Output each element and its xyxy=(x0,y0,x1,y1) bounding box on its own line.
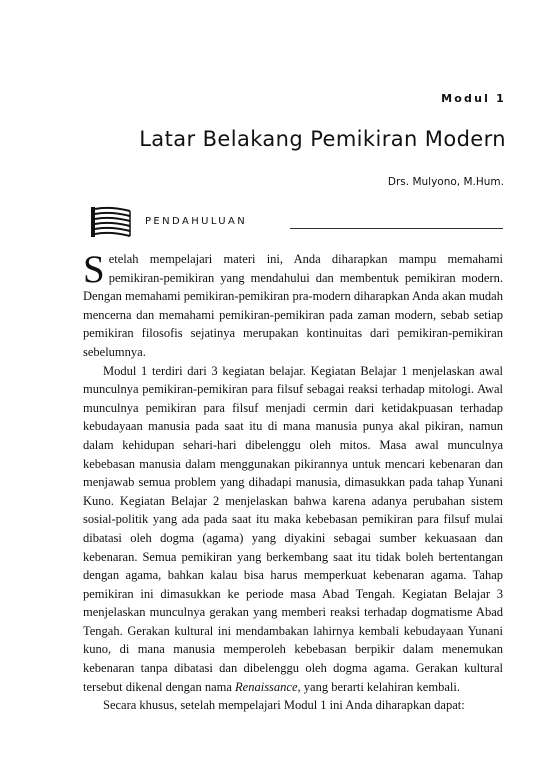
renaissance-term: Renaissance xyxy=(235,679,298,694)
paragraph-intro-text: etelah mempelajari materi ini, Anda diharapkan mampu memahami pemikiran-pemikiran yang mendahului dan membentuk pemikiran modern. Dengan memahami pemikiran-pemikiran pra-modern diharapkan Anda akan mudah mencerna dan memahami pemikiran-pemikiran pada zaman modern, sebab setiap pemikiran filosofis sejatinya merupakan kontinuitas dari pemikiran-pemikiran sebelumnya. xyxy=(83,252,503,359)
document-title: Latar Belakang Pemikiran Modern xyxy=(139,127,506,151)
paragraph-overview-text: Modul 1 terdiri dari 3 kegiatan belajar. Kegiatan Belajar 1 menjelaskan awal munculnya pemikiran-pemikiran para filsuf sebagai reaksi terhadap mitologi. Awal munculnya pemikiran para filsuf menjadi cermin dari ketidakpuasan terhadap kebudayaan manusia pada saat itu di mana manusia punya akal pikiran, namun dalam kehidupan sehari-hari dibelenggu oleh mitos. Masa awal munculnya kebebasan manusia dalam menggunakan pikirannya untuk mencari kebenaran dan menjawab semua problem yang dihadapi manusia, dimasukkan pada tahap Yunani Kuno. Kegiatan Belajar 2 menjelaskan bahwa karena adanya perubahan sistem sosial-politik yang ada pada saat itu maka kebebasan pemikiran para filsuf mulai dibatasi oleh dogma (agama) yang diyakini sebagai sumber kekuasaan dan kebenaran. Semua pemikiran yang berkembang saat itu tidak boleh bertentangan dengan agama, bahkan kalau bisa harus memperkuat kebenaran agama. Tahap pemikiran ini dimasukkan ke periode masa Abad Tengah. Kegiatan Belajar 3 menjelaskan munculnya gerakan yang memberi reaksi terhadap dogmatisme Abad Tengah. Gerakan kultural ini mendambakan lahirnya kembali kebudayaan Yunani kuno, di mana manusia memperoleh kebebasan berpikir dalam menemukan kebenaran tanpa dibatasi dan dibelenggu oleh dogma agama. Gerakan kultural tersebut dikenal dengan nama xyxy=(83,363,503,694)
paragraph-intro xyxy=(83,250,503,362)
drop-cap: S xyxy=(83,248,105,291)
paragraph-objectives-lead: Secara khusus, setelah mempelajari Modul 1 ini Anda diharapkan dapat: xyxy=(103,698,465,713)
section-divider xyxy=(290,228,503,229)
body-text xyxy=(83,250,503,715)
book-icon xyxy=(90,205,132,239)
section-title: PENDAHULUAN xyxy=(145,216,248,227)
paragraph-overview-ending: , yang berarti kelahiran kembali. xyxy=(297,679,460,694)
module-label: Modul 1 xyxy=(441,92,506,105)
author-name: Drs. Mulyono, M.Hum. xyxy=(387,176,504,188)
paragraph-module-overview xyxy=(83,362,503,697)
section-header xyxy=(90,205,503,239)
